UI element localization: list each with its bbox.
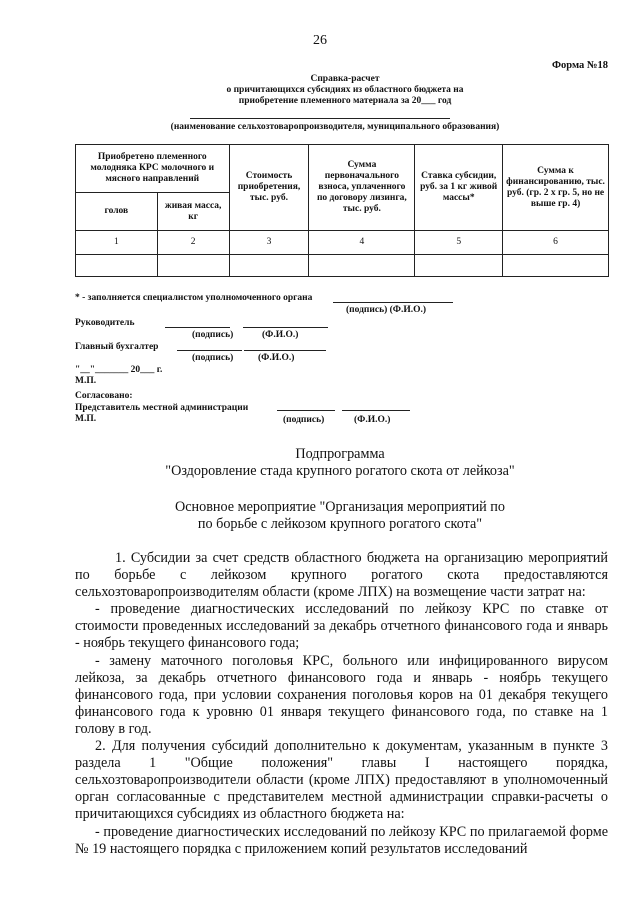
table-cell: [415, 255, 503, 277]
measure-line-1: Основное мероприятие "Организация мероприятий по: [174, 499, 505, 515]
table-cell: [76, 255, 158, 277]
table-cell: [157, 255, 229, 277]
paragraph-3: - замену маточного поголовья КРС, больного или инфицированного вирусом лейкоза, за декабрь отчетного финансового года и январь - ноябрь текущего финансового года, при условии сохранения поголовья коров на 01 декабря текущего финансового года к уровню 01 января текущего финансового года, по ставке на 1 голову в год.: [75, 652, 608, 737]
paragraph-4: 2. Для получения субсидий дополнительно к документам, указанным в пункте 3 раздела 1 "Общие положения" главы I настоящего порядка, сельхозтоваропроизводители области (кроме ЛПХ) предоставляют в уполномоченный орган согласованные с представителем местной администрации справки-расчеты о причитающихся субсидиях из областного бюджета на:: [75, 738, 608, 823]
header-down-payment: Сумма первоначального взноса, уплаченного по договору лизинга, тыс. руб.: [309, 145, 415, 231]
subsidy-table: [75, 144, 609, 277]
paragraph-1: 1. Субсидии за счет средств областного бюджета на организацию мероприятий по борьбе с лейкозом крупного рогатого скота предоставляются сельхозтоваропроизводителям области (кроме ЛПХ) на возмещение части затрат на:: [75, 550, 608, 601]
form-title: [160, 74, 530, 107]
form-title-line1: Справка-расчет: [310, 74, 380, 84]
header-purchased: Приобретено племенного молодняка КРС молочного и мясного направлений: [76, 145, 230, 193]
form-title-line3: приобретение племенного материала за 20___ год: [238, 96, 452, 106]
table-cell: [229, 255, 309, 277]
admin-fio-caption: (Ф.И.О.): [354, 415, 391, 425]
body-text: [75, 550, 608, 858]
org-name-caption: (наименование сельхозтоваропроизводителя, муниципального образования): [170, 122, 500, 132]
head-label: Руководитель: [75, 318, 135, 328]
accountant-sign-caption: (подпись): [192, 353, 234, 363]
subprogram-title: "Оздоровление стада крупного рогатого скота от лейкоза": [165, 463, 515, 479]
accountant-fio-caption: (Ф.И.О.): [258, 353, 295, 363]
measure-line-2: по борьбе с лейкозом крупного рогатого скота": [197, 516, 483, 532]
head-sign-line: [165, 327, 230, 328]
form-title-line2: о причитающихся субсидиях из областного бюджета на: [226, 85, 464, 95]
page-number: 26: [313, 33, 327, 48]
head-fio-line: [243, 327, 328, 328]
org-name-line: [190, 118, 450, 119]
col-number: 5: [415, 231, 503, 255]
header-cost: Стоимость приобретения, тыс. руб.: [229, 145, 309, 231]
header-heads: голов: [76, 193, 158, 231]
header-sum: Сумма к финансированию, тыс. руб. (гр. 2 x гр. 5, но не выше гр. 4): [503, 145, 609, 231]
form-number: Форма №18: [552, 60, 608, 71]
head-sign-caption: (подпись): [192, 330, 234, 340]
signature-fio-caption: (подпись) (Ф.И.О.): [346, 305, 427, 315]
date-line: "__"_______ 20___ г.: [75, 365, 163, 375]
table-cell: [503, 255, 609, 277]
col-number: 3: [229, 231, 309, 255]
col-number: 1: [76, 231, 158, 255]
accountant-sign-line: [177, 350, 242, 351]
table-row: [76, 255, 609, 277]
accountant-fio-line: [244, 350, 326, 351]
head-fio-caption: (Ф.И.О.): [262, 330, 299, 340]
header-live-weight: живая масса, кг: [157, 193, 229, 231]
admin-sign-line: [277, 410, 335, 411]
table-cell: [309, 255, 415, 277]
col-number: 4: [309, 231, 415, 255]
header-rate: Ставка субсидии, руб. за 1 кг живой массы*: [415, 145, 503, 231]
admin-fio-line: [342, 410, 410, 411]
footnote-line: [333, 302, 453, 303]
col-number: 6: [503, 231, 609, 255]
footnote: * - заполняется специалистом уполномоченного органа: [75, 293, 313, 303]
col-number: 2: [157, 231, 229, 255]
accountant-label: Главный бухгалтер: [75, 342, 159, 352]
paragraph-2: - проведение диагностических исследований по лейкозу КРС по ставке от стоимости проведенных исследований за декабрь отчетного финансового года и январь - ноябрь текущего финансового года;: [75, 601, 608, 652]
admin-sign-caption: (подпись): [283, 415, 325, 425]
admin-rep-label: Представитель местной администрации: [75, 403, 249, 413]
subprogram-label: Подпрограмма: [295, 446, 385, 462]
stamp-place: М.П.: [75, 376, 97, 386]
paragraph-5: - проведение диагностических исследований по лейкозу КРС по прилагаемой форме № 19 настоящего порядка с приложением копий результатов исследований: [75, 823, 608, 857]
stamp-place: М.П.: [75, 414, 97, 424]
agreed-label: Согласовано:: [75, 391, 133, 401]
